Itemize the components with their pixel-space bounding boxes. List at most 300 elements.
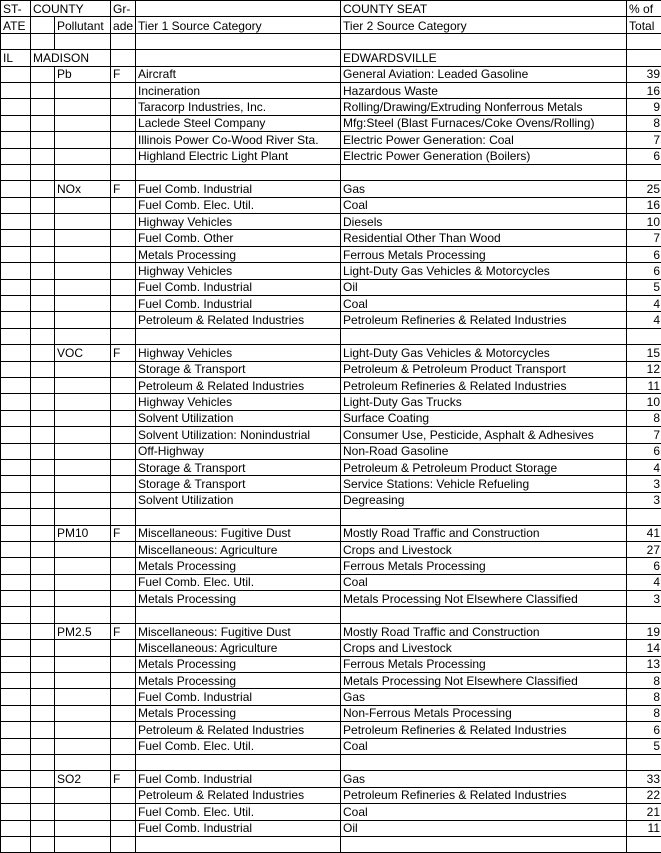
location-row bbox=[1, 50, 661, 66]
grade-cell bbox=[111, 705, 136, 721]
tier1-cell: Metals Processing bbox=[136, 673, 341, 689]
county-cell bbox=[31, 673, 55, 689]
tier1-cell: Metals Processing bbox=[136, 705, 341, 721]
pollutant-cell bbox=[55, 541, 111, 557]
tier1-cell: Metals Processing bbox=[136, 558, 341, 574]
state-cell bbox=[1, 525, 31, 541]
percent-cell: 11 bbox=[627, 377, 661, 393]
tier1-cell: Petroleum & Related Industries bbox=[136, 722, 341, 738]
pollutant-cell bbox=[55, 820, 111, 836]
pollutant-cell bbox=[55, 492, 111, 508]
county-cell bbox=[31, 132, 55, 148]
county-cell bbox=[31, 427, 55, 443]
grade-cell bbox=[111, 689, 136, 705]
county-cell bbox=[31, 820, 55, 836]
table-row bbox=[1, 66, 661, 82]
grade-cell bbox=[111, 787, 136, 803]
header-county: COUNTY bbox=[31, 1, 111, 17]
pollutant-cell bbox=[55, 99, 111, 115]
county-cell bbox=[31, 541, 55, 557]
state-cell bbox=[1, 787, 31, 803]
grade-cell bbox=[111, 214, 136, 230]
table-row bbox=[1, 115, 661, 131]
grade-cell bbox=[111, 132, 136, 148]
state-cell bbox=[1, 673, 31, 689]
table-row bbox=[1, 427, 661, 443]
tier2-cell: Ferrous Metals Processing bbox=[341, 246, 627, 262]
state-cell bbox=[1, 640, 31, 656]
tier2-cell: Rolling/Drawing/Extruding Nonferrous Metals bbox=[341, 99, 627, 115]
spacer-row bbox=[1, 328, 661, 344]
table-row bbox=[1, 214, 661, 230]
pollutant-cell bbox=[55, 361, 111, 377]
tier2-cell: Ferrous Metals Processing bbox=[341, 656, 627, 672]
state-cell bbox=[1, 115, 31, 131]
spacer-row bbox=[1, 509, 661, 525]
table-row bbox=[1, 230, 661, 246]
county-cell bbox=[31, 492, 55, 508]
table-row bbox=[1, 197, 661, 213]
grade-cell: F bbox=[111, 771, 136, 787]
percent-cell: 8 bbox=[627, 115, 661, 131]
percent-cell: 9 bbox=[627, 99, 661, 115]
county-cell bbox=[31, 623, 55, 639]
table-row bbox=[1, 410, 661, 426]
grade-cell bbox=[111, 394, 136, 410]
pollutant-cell bbox=[55, 738, 111, 754]
spacer-row bbox=[1, 836, 661, 852]
county-cell bbox=[31, 263, 55, 279]
tier1-cell: Miscellaneous: Fugitive Dust bbox=[136, 623, 341, 639]
grade-cell bbox=[111, 640, 136, 656]
grade-cell bbox=[111, 656, 136, 672]
pollutant-cell bbox=[55, 197, 111, 213]
pollutant-cell: PM10 bbox=[55, 525, 111, 541]
state-cell bbox=[1, 804, 31, 820]
table-body bbox=[1, 1, 661, 853]
header-blank bbox=[136, 1, 341, 17]
tier1-cell: Incineration bbox=[136, 82, 341, 98]
tier1-cell: Highland Electric Light Plant bbox=[136, 148, 341, 164]
tier1-cell: Metals Processing bbox=[136, 591, 341, 607]
header-county-seat: COUNTY SEAT bbox=[341, 1, 627, 17]
tier2-cell: Metals Processing Not Elsewhere Classified bbox=[341, 673, 627, 689]
state-cell bbox=[1, 181, 31, 197]
county-cell bbox=[31, 181, 55, 197]
county-seat-cell: EDWARDSVILLE bbox=[341, 50, 627, 66]
percent-cell: 13 bbox=[627, 656, 661, 672]
percent-cell: 7 bbox=[627, 230, 661, 246]
tier2-cell: Petroleum & Petroleum Product Transport bbox=[341, 361, 627, 377]
county-cell bbox=[31, 345, 55, 361]
table-row bbox=[1, 623, 661, 639]
tier1-cell: Fuel Comb. Industrial bbox=[136, 820, 341, 836]
tier2-cell: Service Stations: Vehicle Refueling bbox=[341, 476, 627, 492]
header-percent-top: % of bbox=[627, 1, 661, 17]
state-cell bbox=[1, 66, 31, 82]
county-cell bbox=[31, 459, 55, 475]
state-cell bbox=[1, 771, 31, 787]
table-row bbox=[1, 771, 661, 787]
tier1-cell: Solvent Utilization bbox=[136, 410, 341, 426]
county-cell bbox=[31, 361, 55, 377]
percent-cell: 8 bbox=[627, 410, 661, 426]
header-tier1: Tier 1 Source Category bbox=[136, 17, 341, 33]
header-grade-top: Gr- bbox=[111, 1, 136, 17]
pollutant-cell bbox=[55, 82, 111, 98]
pollutant-cell bbox=[55, 656, 111, 672]
pollutant-cell bbox=[55, 296, 111, 312]
percent-cell: 5 bbox=[627, 279, 661, 295]
state-cell bbox=[1, 492, 31, 508]
tier2-cell: Gas bbox=[341, 771, 627, 787]
table-row bbox=[1, 722, 661, 738]
percent-cell: 22 bbox=[627, 787, 661, 803]
percent-cell: 16 bbox=[627, 82, 661, 98]
pollutant-cell: Pb bbox=[55, 66, 111, 82]
table-row bbox=[1, 640, 661, 656]
county-cell bbox=[31, 574, 55, 590]
tier2-cell: Consumer Use, Pesticide, Asphalt & Adhesives bbox=[341, 427, 627, 443]
table-row bbox=[1, 345, 661, 361]
header-row-2 bbox=[1, 17, 661, 33]
grade-cell bbox=[111, 820, 136, 836]
table-row bbox=[1, 312, 661, 328]
tier1-cell: Storage & Transport bbox=[136, 459, 341, 475]
tier1-cell: Highway Vehicles bbox=[136, 214, 341, 230]
header-state-top: ST- bbox=[1, 1, 31, 17]
percent-cell: 6 bbox=[627, 443, 661, 459]
grade-cell: F bbox=[111, 623, 136, 639]
percent-cell: 6 bbox=[627, 148, 661, 164]
pollutant-cell bbox=[55, 394, 111, 410]
pollutant-cell bbox=[55, 115, 111, 131]
tier2-cell: Gas bbox=[341, 181, 627, 197]
tier2-cell: Coal bbox=[341, 197, 627, 213]
percent-cell: 14 bbox=[627, 640, 661, 656]
tier2-cell: Petroleum Refineries & Related Industries bbox=[341, 312, 627, 328]
state-cell bbox=[1, 361, 31, 377]
county-cell bbox=[31, 394, 55, 410]
state-cell bbox=[1, 377, 31, 393]
state-cell bbox=[1, 148, 31, 164]
tier1-cell: Aircraft bbox=[136, 66, 341, 82]
header-row-1 bbox=[1, 1, 661, 17]
tier2-cell: Non-Ferrous Metals Processing bbox=[341, 705, 627, 721]
table-row bbox=[1, 476, 661, 492]
state-cell bbox=[1, 312, 31, 328]
state-cell bbox=[1, 279, 31, 295]
tier1-cell: Fuel Comb. Other bbox=[136, 230, 341, 246]
table-row bbox=[1, 246, 661, 262]
tier1-cell: Fuel Comb. Industrial bbox=[136, 296, 341, 312]
grade-cell bbox=[111, 410, 136, 426]
percent-cell: 27 bbox=[627, 541, 661, 557]
percent-cell: 7 bbox=[627, 132, 661, 148]
county-cell bbox=[31, 115, 55, 131]
grade-cell bbox=[111, 263, 136, 279]
tier1-cell: Fuel Comb. Elec. Util. bbox=[136, 804, 341, 820]
tier2-cell: Petroleum & Petroleum Product Storage bbox=[341, 459, 627, 475]
percent-cell: 4 bbox=[627, 459, 661, 475]
table-row bbox=[1, 377, 661, 393]
state-cell bbox=[1, 738, 31, 754]
county-cell bbox=[31, 722, 55, 738]
tier1-cell: Taracorp Industries, Inc. bbox=[136, 99, 341, 115]
table-row bbox=[1, 705, 661, 721]
table-row bbox=[1, 820, 661, 836]
table-row bbox=[1, 459, 661, 475]
pollutant-cell bbox=[55, 722, 111, 738]
tier1-cell: Off-Highway bbox=[136, 443, 341, 459]
state-cell bbox=[1, 443, 31, 459]
tier2-cell: Surface Coating bbox=[341, 410, 627, 426]
percent-cell: 3 bbox=[627, 492, 661, 508]
county-cell bbox=[31, 312, 55, 328]
tier2-cell: Residential Other Than Wood bbox=[341, 230, 627, 246]
spacer-row bbox=[1, 164, 661, 180]
tier2-cell: Petroleum Refineries & Related Industries bbox=[341, 377, 627, 393]
spacer-row bbox=[1, 33, 661, 49]
tier2-cell: Light-Duty Gas Trucks bbox=[341, 394, 627, 410]
grade-cell bbox=[111, 197, 136, 213]
tier2-cell: Light-Duty Gas Vehicles & Motorcycles bbox=[341, 263, 627, 279]
grade-cell: F bbox=[111, 66, 136, 82]
tier2-cell: Ferrous Metals Processing bbox=[341, 558, 627, 574]
percent-cell: 3 bbox=[627, 591, 661, 607]
grade-cell bbox=[111, 492, 136, 508]
grade-cell: F bbox=[111, 345, 136, 361]
header-percent-bottom: Total bbox=[627, 17, 661, 33]
grade-cell bbox=[111, 148, 136, 164]
percent-cell: 7 bbox=[627, 427, 661, 443]
percent-cell: 33 bbox=[627, 771, 661, 787]
tier2-cell: Mostly Road Traffic and Construction bbox=[341, 525, 627, 541]
percent-cell: 8 bbox=[627, 689, 661, 705]
state-cell bbox=[1, 345, 31, 361]
tier2-cell: Petroleum Refineries & Related Industries bbox=[341, 787, 627, 803]
pollutant-cell: VOC bbox=[55, 345, 111, 361]
table-row bbox=[1, 574, 661, 590]
state-cell bbox=[1, 705, 31, 721]
pollutant-cell: SO2 bbox=[55, 771, 111, 787]
county-cell bbox=[31, 148, 55, 164]
table-row bbox=[1, 361, 661, 377]
pollutant-cell bbox=[55, 459, 111, 475]
table-row bbox=[1, 443, 661, 459]
grade-cell bbox=[111, 476, 136, 492]
grade-cell bbox=[111, 427, 136, 443]
tier1-cell: Petroleum & Related Industries bbox=[136, 312, 341, 328]
table-row bbox=[1, 804, 661, 820]
county-cell bbox=[31, 689, 55, 705]
table-row bbox=[1, 99, 661, 115]
pollutant-cell bbox=[55, 673, 111, 689]
table-row bbox=[1, 787, 661, 803]
county-cell bbox=[31, 410, 55, 426]
state-cell bbox=[1, 263, 31, 279]
grade-cell bbox=[111, 591, 136, 607]
pollutant-cell bbox=[55, 591, 111, 607]
header-tier2: Tier 2 Source Category bbox=[341, 17, 627, 33]
tier2-cell: Coal bbox=[341, 574, 627, 590]
state-cell bbox=[1, 459, 31, 475]
tier1-cell: Highway Vehicles bbox=[136, 345, 341, 361]
tier1-cell: Illinois Power Co-Wood River Sta. bbox=[136, 132, 341, 148]
percent-cell: 5 bbox=[627, 738, 661, 754]
county-cell: MADISON bbox=[31, 50, 111, 66]
table-row bbox=[1, 656, 661, 672]
state-cell bbox=[1, 656, 31, 672]
pollutant-cell bbox=[55, 640, 111, 656]
pollutant-cell bbox=[55, 246, 111, 262]
tier1-cell: Fuel Comb. Elec. Util. bbox=[136, 197, 341, 213]
tier1-cell: Fuel Comb. Industrial bbox=[136, 279, 341, 295]
state-cell bbox=[1, 623, 31, 639]
tier2-cell: Oil bbox=[341, 279, 627, 295]
pollutant-cell bbox=[55, 312, 111, 328]
tier1-cell: Metals Processing bbox=[136, 246, 341, 262]
tier1-cell: Fuel Comb. Elec. Util. bbox=[136, 574, 341, 590]
percent-cell: 16 bbox=[627, 197, 661, 213]
county-cell bbox=[31, 558, 55, 574]
tier2-cell: Electric Power Generation (Boilers) bbox=[341, 148, 627, 164]
table-row bbox=[1, 525, 661, 541]
percent-cell: 10 bbox=[627, 394, 661, 410]
pollutant-cell bbox=[55, 230, 111, 246]
percent-cell: 10 bbox=[627, 214, 661, 230]
state-cell bbox=[1, 296, 31, 312]
state-cell bbox=[1, 82, 31, 98]
spacer-row bbox=[1, 607, 661, 623]
table-row bbox=[1, 296, 661, 312]
state-cell bbox=[1, 214, 31, 230]
tier1-cell: Solvent Utilization: Nonindustrial bbox=[136, 427, 341, 443]
percent-cell: 6 bbox=[627, 263, 661, 279]
header-county-bottom bbox=[31, 17, 55, 33]
state-cell bbox=[1, 99, 31, 115]
grade-cell bbox=[111, 230, 136, 246]
header-grade-bottom: ade bbox=[111, 17, 136, 33]
tier2-cell: Coal bbox=[341, 738, 627, 754]
tier1-cell: Petroleum & Related Industries bbox=[136, 377, 341, 393]
tier1-cell: Highway Vehicles bbox=[136, 394, 341, 410]
table-row bbox=[1, 279, 661, 295]
grade-cell: F bbox=[111, 181, 136, 197]
pollutant-cell: PM2.5 bbox=[55, 623, 111, 639]
tier1-cell: Laclede Steel Company bbox=[136, 115, 341, 131]
tier2-cell: Diesels bbox=[341, 214, 627, 230]
tier2-cell: Crops and Livestock bbox=[341, 541, 627, 557]
percent-cell: 6 bbox=[627, 246, 661, 262]
percent-cell: 19 bbox=[627, 623, 661, 639]
pollutant-cell bbox=[55, 804, 111, 820]
county-cell bbox=[31, 787, 55, 803]
tier2-cell: Gas bbox=[341, 689, 627, 705]
percent-cell: 3 bbox=[627, 476, 661, 492]
grade-cell bbox=[111, 312, 136, 328]
county-cell bbox=[31, 99, 55, 115]
table-row bbox=[1, 689, 661, 705]
grade-cell bbox=[111, 361, 136, 377]
grade-cell bbox=[111, 377, 136, 393]
pollutant-cell bbox=[55, 377, 111, 393]
grade-cell bbox=[111, 296, 136, 312]
state-cell bbox=[1, 197, 31, 213]
grade-cell bbox=[111, 279, 136, 295]
grade-cell bbox=[111, 558, 136, 574]
percent-cell: 6 bbox=[627, 558, 661, 574]
state-cell bbox=[1, 410, 31, 426]
grade-cell: F bbox=[111, 525, 136, 541]
percent-cell: 39 bbox=[627, 66, 661, 82]
state-cell bbox=[1, 722, 31, 738]
tier1-cell: Miscellaneous: Agriculture bbox=[136, 541, 341, 557]
tier2-cell: Electric Power Generation: Coal bbox=[341, 132, 627, 148]
grade-cell bbox=[111, 574, 136, 590]
state-cell bbox=[1, 427, 31, 443]
grade-cell bbox=[111, 541, 136, 557]
tier2-cell: Mostly Road Traffic and Construction bbox=[341, 623, 627, 639]
tier1-cell: Miscellaneous: Fugitive Dust bbox=[136, 525, 341, 541]
tier1-cell: Storage & Transport bbox=[136, 361, 341, 377]
tier2-cell: Oil bbox=[341, 820, 627, 836]
table-row bbox=[1, 82, 661, 98]
county-cell bbox=[31, 525, 55, 541]
grade-cell bbox=[111, 115, 136, 131]
state-cell bbox=[1, 820, 31, 836]
county-cell bbox=[31, 738, 55, 754]
percent-cell: 8 bbox=[627, 705, 661, 721]
pollutant-cell bbox=[55, 132, 111, 148]
county-cell bbox=[31, 230, 55, 246]
percent-cell: 8 bbox=[627, 673, 661, 689]
table-row bbox=[1, 591, 661, 607]
tier1-cell: Solvent Utilization bbox=[136, 492, 341, 508]
percent-cell: 6 bbox=[627, 722, 661, 738]
tier2-cell: Mfg:Steel (Blast Furnaces/Coke Ovens/Rolling) bbox=[341, 115, 627, 131]
pollutant-cell bbox=[55, 148, 111, 164]
table-row bbox=[1, 492, 661, 508]
table-row bbox=[1, 673, 661, 689]
county-cell bbox=[31, 296, 55, 312]
grade-cell bbox=[111, 722, 136, 738]
pollutant-cell bbox=[55, 427, 111, 443]
county-cell bbox=[31, 66, 55, 82]
state-cell bbox=[1, 689, 31, 705]
tier2-cell: Light-Duty Gas Vehicles & Motorcycles bbox=[341, 345, 627, 361]
tier2-cell: General Aviation: Leaded Gasoline bbox=[341, 66, 627, 82]
tier2-cell: Crops and Livestock bbox=[341, 640, 627, 656]
state-cell bbox=[1, 558, 31, 574]
county-cell bbox=[31, 705, 55, 721]
tier2-cell: Hazardous Waste bbox=[341, 82, 627, 98]
grade-cell bbox=[111, 673, 136, 689]
state-cell bbox=[1, 394, 31, 410]
grade-cell bbox=[111, 804, 136, 820]
tier1-cell: Fuel Comb. Industrial bbox=[136, 181, 341, 197]
state-cell bbox=[1, 591, 31, 607]
state-cell bbox=[1, 246, 31, 262]
grade-cell bbox=[111, 443, 136, 459]
grade-cell bbox=[111, 82, 136, 98]
tier2-cell: Petroleum Refineries & Related Industries bbox=[341, 722, 627, 738]
pollutant-cell bbox=[55, 705, 111, 721]
pollutant-cell bbox=[55, 410, 111, 426]
percent-cell: 4 bbox=[627, 574, 661, 590]
tier2-cell: Metals Processing Not Elsewhere Classified bbox=[341, 591, 627, 607]
tier1-cell: Petroleum & Related Industries bbox=[136, 787, 341, 803]
